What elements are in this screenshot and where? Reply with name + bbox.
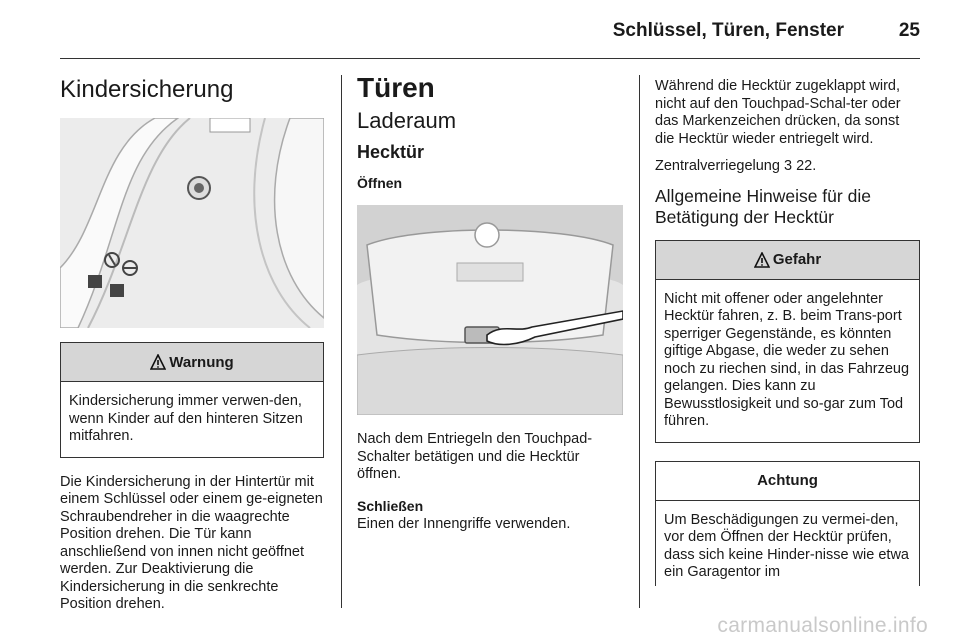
child-lock-illustration bbox=[60, 118, 324, 328]
door-edge-drawing bbox=[60, 118, 324, 328]
cross-reference-text: Zentralverriegelung bbox=[655, 158, 780, 174]
subheading-schliessen: Schließen bbox=[357, 497, 424, 514]
subheading-hecktuer: Hecktür bbox=[357, 142, 425, 162]
column-left bbox=[60, 70, 324, 614]
child-lock-description: Die Kindersicherung in der Hintertür mit einem Schlüssel oder einem ge-eigneten Schraubendreher in die waagrechte Position drehen. Die Tür kann anschließend von innen nicht geöffnet werden. Zur Deaktivierung die Kindersicherung in die senkrechte Position drehen. bbox=[60, 473, 323, 612]
close-instruction: Einen der Innengriffe verwenden. bbox=[357, 515, 571, 532]
danger-text: Nicht mit offener oder angelehnter Hecktür fahren, z. B. beim Trans-port sperriger Gegenstände, es könnten giftige Abgase, die weder zu sehen noch zu riechen sind, in das Fahrzeug gelangen. Dies kann zu Bewusstlosigkeit und so-gar zum Tod führen. bbox=[664, 290, 910, 429]
watermark: carmanualsonline.info bbox=[717, 614, 928, 637]
danger-header bbox=[656, 241, 919, 280]
caution-text: Um Beschädigungen zu vermei-den, vor dem Öffnen der Hecktür prüfen, dass sich keine Hinder-nisse wie etwa ein Garagentor im bbox=[664, 511, 909, 580]
warning-box bbox=[60, 342, 324, 458]
warning-triangle-icon bbox=[754, 252, 770, 268]
page-number: 25 bbox=[898, 20, 920, 41]
column-middle bbox=[357, 70, 623, 533]
cross-reference bbox=[655, 158, 920, 176]
caution-box bbox=[655, 461, 920, 586]
page-ref-arrow-icon: 3 bbox=[783, 158, 793, 174]
danger-box bbox=[655, 240, 920, 443]
warning-header bbox=[61, 343, 323, 382]
tailgate-illustration bbox=[357, 205, 623, 415]
header-rule bbox=[60, 58, 920, 59]
page-header bbox=[60, 14, 920, 54]
subheading-laderaum: Laderaum bbox=[357, 108, 457, 133]
warning-label: Warnung bbox=[169, 353, 234, 371]
column-divider-2 bbox=[639, 75, 640, 608]
subheading-oeffnen: Öffnen bbox=[357, 175, 403, 191]
caution-label: Achtung bbox=[757, 472, 818, 489]
section-heading-tueren: Türen bbox=[357, 72, 435, 103]
warning-triangle-icon bbox=[150, 354, 166, 370]
header-title: Schlüssel, Türen, Fenster bbox=[612, 20, 844, 41]
tailgate-drawing bbox=[357, 205, 623, 415]
section-heading-kindersicherung: Kindersicherung bbox=[60, 76, 234, 103]
caution-header bbox=[656, 462, 919, 501]
column-right bbox=[655, 70, 920, 586]
warning-text: Kindersicherung immer verwen-den, wenn Kinder auf den hinteren Sitzen mitfahren. bbox=[69, 393, 303, 444]
open-instruction: Nach dem Entriegeln den Touchpad-Schalter betätigen und die Hecktür öffnen. bbox=[357, 431, 593, 482]
intro-paragraph: Während die Hecktür zugeklappt wird, nicht auf den Touchpad-Schal-ter oder das Markenzeichen drücken, da sonst die Hecktür wieder entriegelt wird. bbox=[655, 78, 901, 147]
danger-label: Gefahr bbox=[772, 251, 822, 268]
column-divider-1 bbox=[341, 75, 342, 608]
general-notes-heading: Allgemeine Hinweise für die Betätigung der Hecktür bbox=[655, 185, 871, 227]
cross-reference-page: 22. bbox=[796, 158, 817, 174]
